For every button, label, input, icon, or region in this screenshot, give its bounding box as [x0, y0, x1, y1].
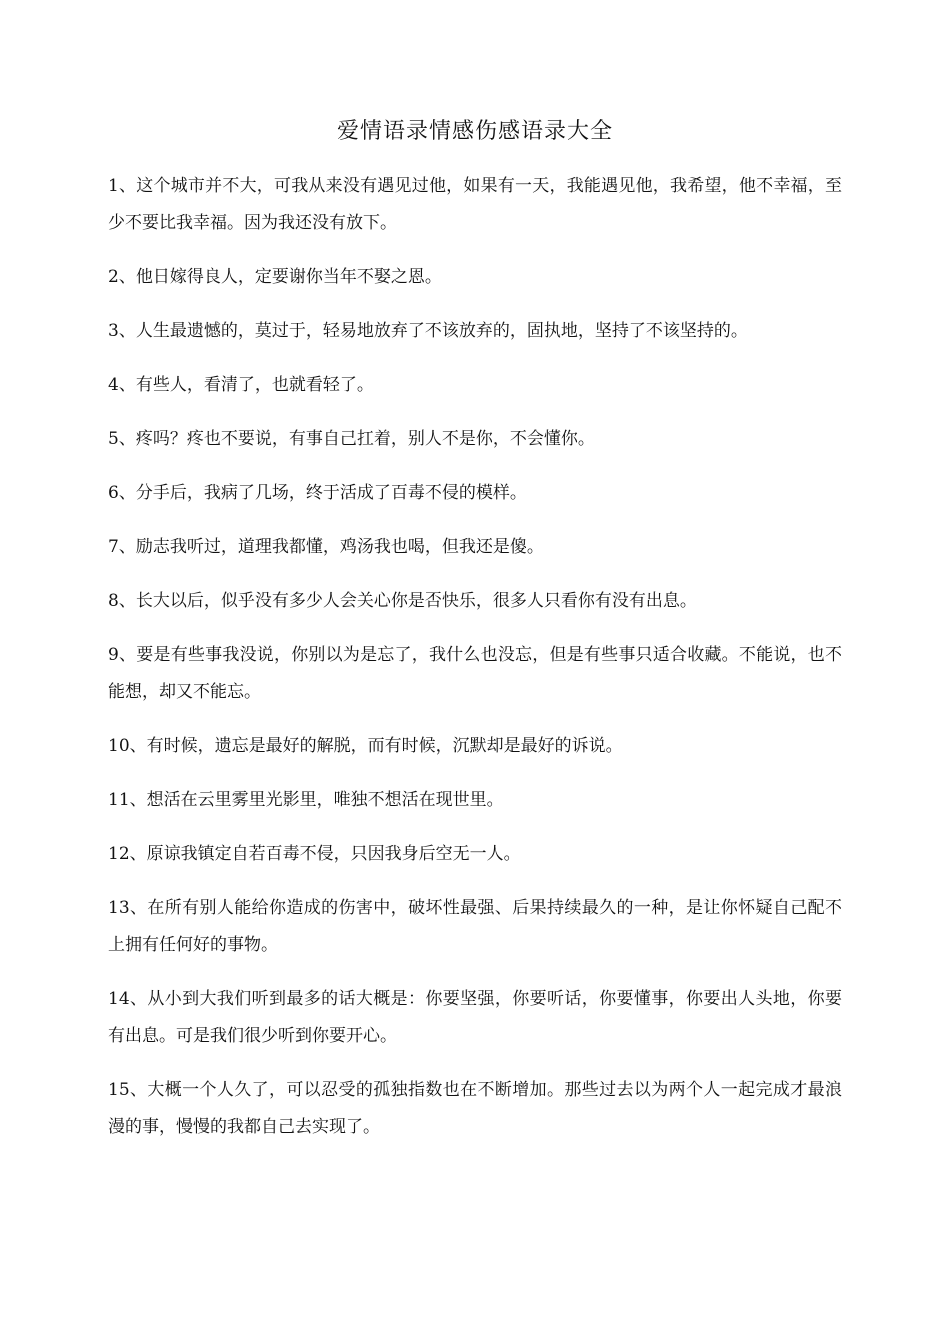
quote-item: 7、励志我听过，道理我都懂，鸡汤我也喝，但我还是傻。: [108, 537, 544, 557]
quote-item: 15、大概一个人久了，可以忍受的孤独指数也在不断增加。那些过去以为两个人一起完成才最浪漫的事，慢慢的我都自己去实现了。: [108, 1080, 842, 1137]
quote-item: 8、长大以后，似乎没有多少人会关心你是否快乐，很多人只看你有没有出息。: [108, 591, 697, 611]
quote-item: 4、有些人，看清了，也就看轻了。: [108, 375, 374, 395]
quote-item: 2、他日嫁得良人，定要谢你当年不娶之恩。: [108, 267, 442, 287]
quote-item: 9、要是有些事我没说，你别以为是忘了，我什么也没忘，但是有些事只适合收藏。不能说，也不能想，却又不能忘。: [108, 645, 842, 702]
quote-item: 11、想活在云里雾里光影里，唯独不想活在现世里。: [108, 790, 504, 810]
quote-item: 6、分手后，我病了几场，终于活成了百毒不侵的模样。: [108, 483, 527, 503]
quote-item: 13、在所有别人能给你造成的伤害中，破坏性最强、后果持续最久的一种，是让你怀疑自己配不上拥有任何好的事物。: [108, 898, 842, 955]
quote-list: [108, 168, 842, 1163]
quote-item: 1、这个城市并不大，可我从来没有遇见过他，如果有一天，我能遇见他，我希望，他不幸福，至少不要比我幸福。因为我还没有放下。: [108, 176, 842, 233]
quote-item: 10、有时候，遗忘是最好的解脱，而有时候，沉默却是最好的诉说。: [108, 736, 623, 756]
quote-item: 14、从小到大我们听到最多的话大概是：你要坚强，你要听话，你要懂事，你要出人头地，你要有出息。可是我们很少听到你要开心。: [108, 989, 842, 1046]
quote-item: 3、人生最遗憾的，莫过于，轻易地放弃了不该放弃的，固执地，坚持了不该坚持的。: [108, 321, 748, 341]
document-title: 爱情语录情感伤感语录大全: [336, 119, 613, 144]
quote-item: 5、疼吗？疼也不要说，有事自己扛着，别人不是你，不会懂你。: [108, 429, 595, 449]
quote-item: 12、原谅我镇定自若百毒不侵，只因我身后空无一人。: [108, 844, 521, 864]
